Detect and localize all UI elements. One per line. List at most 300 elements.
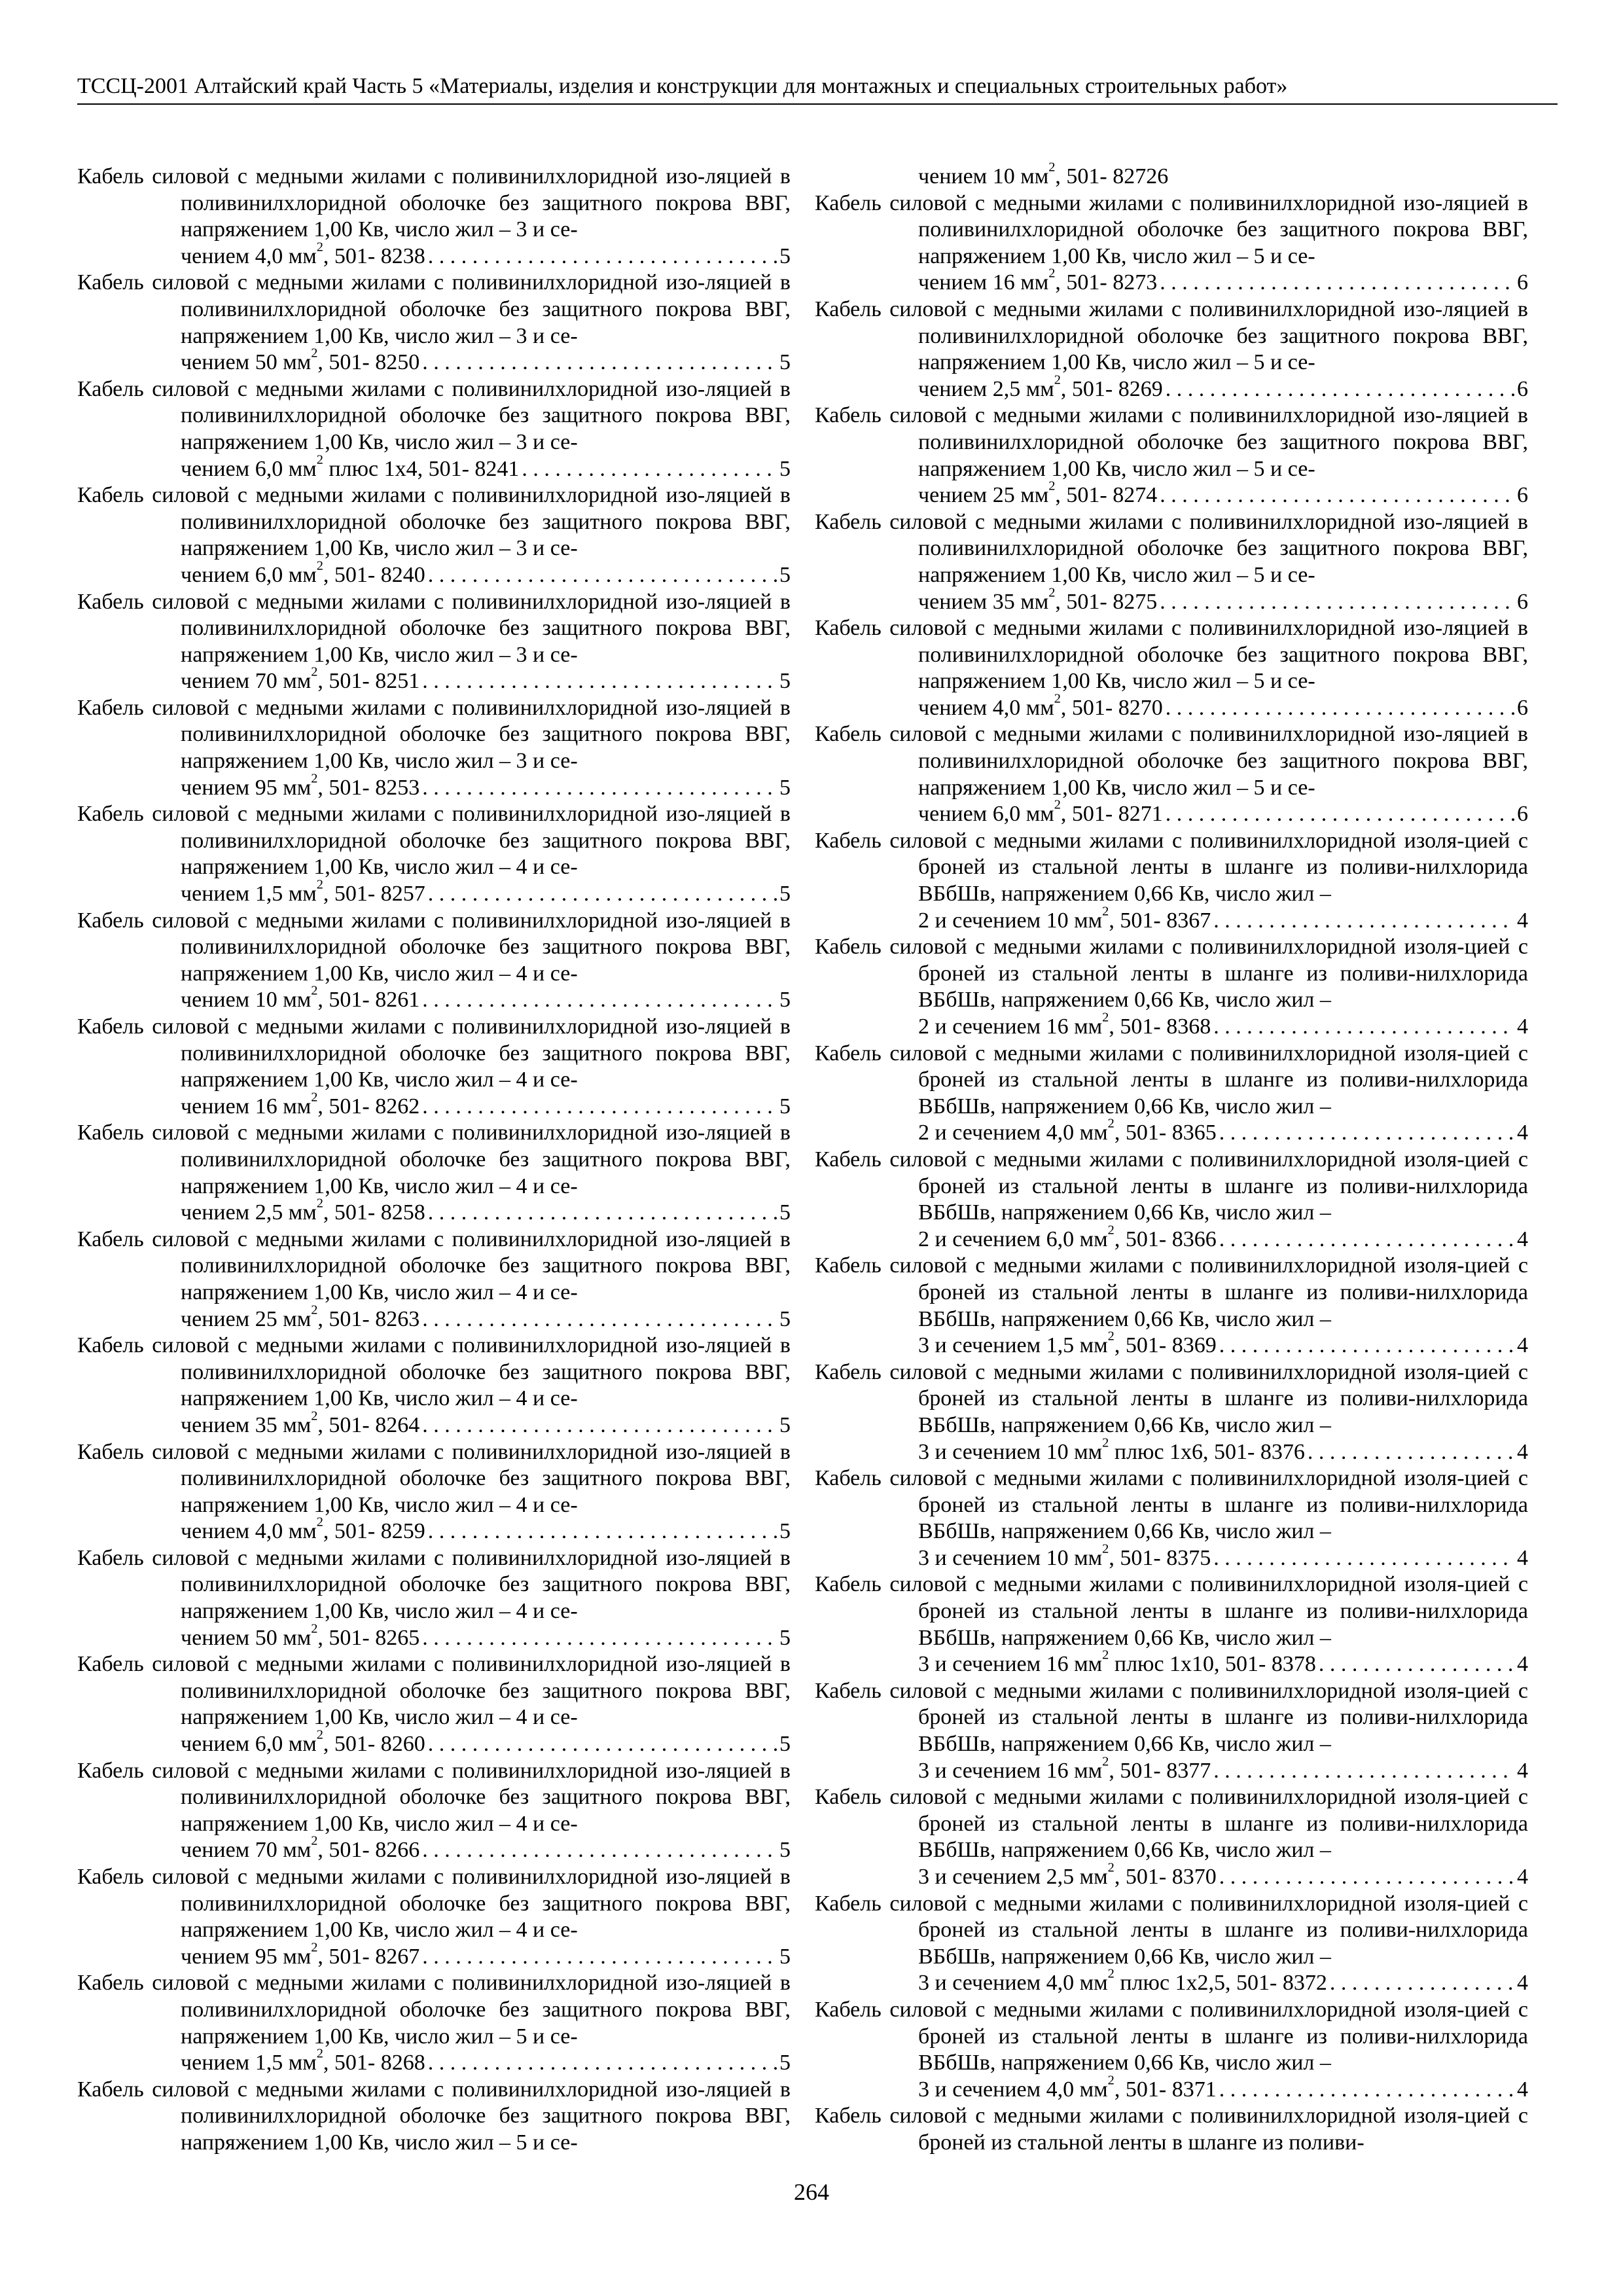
- index-entry-section: 3 и сечением 2,5 мм: [918, 1865, 1108, 1889]
- index-entry-spec: [918, 1223, 1217, 1253]
- index-entry-code: , 501- 8375: [1109, 1545, 1211, 1570]
- index-entry-last-line: [918, 1435, 1528, 1466]
- index-entry-last-line: [918, 1647, 1528, 1678]
- index-entry-unit-exponent: 2: [1107, 1329, 1115, 1344]
- index-entry-page[interactable]: 4: [1517, 1014, 1528, 1039]
- index-entry-description: Кабель силовой с медными жилами с поливинилхлоридной изоля-цией с броней из стальной ленты в шланге из поливи-нилхлорида ВБбШв, напряжением 0,66 Кв, число жил –: [815, 1147, 1528, 1225]
- index-entry-code: , 501- 8269: [1060, 376, 1163, 401]
- dot-leader: [1160, 270, 1514, 296]
- index-entry: [815, 509, 1528, 615]
- index-entry-last-line: [918, 478, 1528, 509]
- dot-leader: [422, 1094, 777, 1121]
- index-entry: [815, 721, 1528, 827]
- index-entry-page[interactable]: 5: [779, 988, 791, 1013]
- index-entry-description: Кабель силовой с медными жилами с поливинилхлоридной изоля-цией с броней из стальной ленты в шланге из поливи-нилхлорида ВБбШв, напряжением 0,66 Кв, число жил –: [815, 1359, 1528, 1437]
- dot-leader: [422, 668, 777, 695]
- index-entry: [815, 1041, 1528, 1147]
- index-entry-spec: [181, 1515, 425, 1545]
- dot-leader: [1160, 482, 1514, 509]
- index-entry-continuation: [815, 160, 1528, 190]
- index-entry: [815, 615, 1528, 721]
- index-entry-unit-exponent: 2: [316, 1727, 323, 1742]
- index-entry-section: чением 10 мм: [918, 164, 1049, 188]
- index-entry-page[interactable]: 6: [1517, 483, 1528, 508]
- index-entry-page[interactable]: 4: [1517, 1227, 1528, 1251]
- index-entry-page[interactable]: 4: [1517, 1333, 1528, 1358]
- index-entry-last-line: [918, 1967, 1528, 1997]
- index-entry-section: чением 95 мм: [181, 775, 312, 800]
- index-entry-section: 3 и сечением 16 мм: [918, 1652, 1103, 1677]
- index-entry-description: Кабель силовой с медными жилами с поливинилхлоридной изо-ляцией в поливинилхлоридной оболочке без защитного покрова ВВГ, напряжением 1,00 Кв, число жил – 3 и се-: [77, 270, 791, 348]
- index-column-right: [815, 160, 1528, 2157]
- index-entry-code: плюс 1х6, 501- 8376: [1109, 1439, 1305, 1464]
- index-entry-last-line: [918, 2073, 1528, 2104]
- index-entry-last-line: [181, 984, 791, 1014]
- index-entry-spec: [181, 771, 420, 802]
- dot-leader: [1166, 695, 1514, 722]
- index-entry-unit-exponent: 2: [1048, 160, 1056, 175]
- index-entry-unit-exponent: 2: [311, 771, 318, 786]
- index-entry-page[interactable]: 6: [1517, 802, 1528, 827]
- index-entry-last-line: [181, 1940, 791, 1971]
- index-entry-page[interactable]: 5: [779, 2051, 791, 2075]
- index-entry-code: , 501- 8368: [1109, 1014, 1211, 1039]
- index-entry-code: , 501- 8267: [317, 1944, 420, 1969]
- index-entry-spec: [918, 1435, 1305, 1466]
- index-entry-continued: Кабель силовой с медными жилами с поливинилхлоридной изоля-цией с броней из стальной ленты в шланге из поливи-: [815, 2104, 1528, 2155]
- index-entry-spec: [918, 372, 1163, 403]
- dot-leader: [1308, 1439, 1514, 1466]
- index-entry: [815, 1253, 1528, 1359]
- index-entry-description: Кабель силовой с медными жилами с поливинилхлоридной изоля-цией с броней из стальной ленты в шланге из поливи-нилхлорида ВБбШв, напряжением 0,66 Кв, число жил –: [815, 935, 1528, 1013]
- index-entry-description: Кабель силовой с медными жилами с поливинилхлоридной изоля-цией с броней из стальной ленты в шланге из поливи-нилхлорида ВБбШв, напряжением 0,66 Кв, число жил –: [815, 828, 1528, 906]
- index-entry-code: плюс 1х2,5, 501- 8372: [1114, 1971, 1327, 1996]
- index-entry-description: Кабель силовой с медными жилами с поливинилхлоридной изо-ляцией в поливинилхлоридной оболочке без защитного покрова ВВГ, напряжением 1,00 Кв, число жил – 3 и се-: [77, 376, 791, 454]
- index-entry-description: Кабель силовой с медными жилами с поливинилхлоридной изо-ляцией в поливинилхлоридной оболочке без защитного покрова ВВГ, напряжением 1,00 Кв, число жил – 4 и се-: [77, 1865, 791, 1943]
- index-entry: [815, 1891, 1528, 1997]
- index-entry-section: чением 16 мм: [918, 270, 1049, 295]
- index-entry-unit-exponent: 2: [311, 1621, 318, 1636]
- index-entry-last-line: [918, 1223, 1528, 1253]
- index-entry-section: чением 50 мм: [181, 1625, 312, 1650]
- index-entry-spec: [181, 2046, 425, 2077]
- index-entry: [77, 1758, 791, 1864]
- index-entry-page[interactable]: 4: [1517, 1971, 1528, 1996]
- index-entry-section: чением 70 мм: [181, 1838, 312, 1863]
- index-entry-description: Кабель силовой с медными жилами с поливинилхлоридной изо-ляцией в поливинилхлоридной оболочке без защитного покрова ВВГ, напряжением 1,00 Кв, число жил – 5 и се-: [77, 1971, 791, 2049]
- index-entry-last-line: [181, 452, 791, 483]
- dot-leader: [428, 1731, 777, 1758]
- index-entry-code: , 501- 8369: [1114, 1333, 1217, 1358]
- index-entry-section: чением 50 мм: [181, 350, 312, 375]
- index-entry-spec: [918, 1754, 1211, 1785]
- index-entry-page[interactable]: 5: [779, 1094, 791, 1119]
- index-entry-code: , 501- 8257: [323, 882, 425, 906]
- index-entry-code: , 501- 8275: [1055, 589, 1158, 614]
- index-entry-description: Кабель силовой с медными жилами с поливинилхлоридной изо-ляцией в поливинилхлоридной оболочке без защитного покрова ВВГ, напряжением 1,00 Кв, число жил – 4 и се-: [77, 802, 791, 880]
- index-entry-last-line: [181, 1196, 791, 1227]
- index-entry-spec: [181, 346, 420, 376]
- index-entry-page[interactable]: 5: [779, 669, 791, 694]
- index-entry-last-line: [918, 904, 1528, 935]
- index-entry-spec: [918, 1647, 1316, 1678]
- index-entry-last-line: [181, 1090, 791, 1121]
- index-entry-description: Кабель силовой с медными жилами с поливинилхлоридной изо-ляцией в поливинилхлоридной оболочке без защитного покрова ВВГ, напряжением 1,00 Кв, число жил – 3 и се-: [77, 695, 791, 774]
- index-entry-unit-exponent: 2: [316, 1196, 323, 1211]
- index-entry-last-line: [181, 346, 791, 376]
- index-entry-description: Кабель силовой с медными жилами с поливинилхлоридной изоля-цией с броней из стальной ленты в шланге из поливи-нилхлорида ВБбШв, напряжением 0,66 Кв, число жил –: [815, 1891, 1528, 1969]
- dot-leader: [1219, 1227, 1514, 1253]
- index-entry-spec: [918, 478, 1158, 509]
- index-entry-last-line: [918, 1329, 1528, 1359]
- index-entry-section: 2 и сечением 16 мм: [918, 1014, 1103, 1039]
- dot-leader: [422, 1412, 777, 1439]
- index-entry-section: 3 и сечением 10 мм: [918, 1545, 1103, 1570]
- index-entry-unit-exponent: 2: [311, 1302, 318, 1318]
- index-entry-unit-exponent: 2: [1102, 904, 1109, 919]
- index-entry: [815, 1465, 1528, 1571]
- index-entry-page[interactable]: 6: [1157, 164, 1169, 188]
- index-entry-unit-exponent: 2: [316, 877, 323, 892]
- index-entry-page[interactable]: 6: [1517, 270, 1528, 295]
- index-entry-continued: Кабель силовой с медными жилами с поливинилхлоридной изо-ляцией в поливинилхлоридной оболочке без защитного покрова ВВГ, напряжением 1,00 Кв, число жил – 5 и се-: [77, 2077, 791, 2155]
- index-entry: [815, 934, 1528, 1040]
- dot-leader: [1213, 1014, 1514, 1041]
- dot-leader: [1166, 801, 1514, 828]
- index-entry-code: , 501- 8266: [317, 1838, 420, 1863]
- index-entry-description: Кабель силовой с медными жилами с поливинилхлоридной изо-ляцией в поливинилхлоридной оболочке без защитного покрова ВВГ, напряжением 1,00 Кв, число жил – 4 и се-: [77, 1227, 791, 1304]
- index-entry: [815, 403, 1528, 509]
- index-entry-section: чением 70 мм: [181, 669, 312, 694]
- index-entry-code: , 501- 8271: [1060, 802, 1163, 827]
- index-entry: [815, 1997, 1528, 2103]
- index-entry-description: Кабель силовой с медными жилами с поливинилхлоридной изоля-цией с броней из стальной ленты в шланге из поливи-нилхлорида ВБбШв, напряжением 0,66 Кв, число жил –: [815, 1572, 1528, 1650]
- index-entry-description: Кабель силовой с медными жилами с поливинилхлоридной изо-ляцией в поливинилхлоридной оболочке без защитного покрова ВВГ, напряжением 1,00 Кв, число жил – 5 и се-: [815, 616, 1528, 694]
- index-entry: [77, 482, 791, 588]
- index-entry-spec: [181, 984, 420, 1014]
- index-entry-section: чением 1,5 мм: [181, 2051, 317, 2075]
- running-header: ТССЦ-2001 Алтайский край Часть 5 «Материалы, изделия и конструкции для монтажных и специальных строительных работ»: [77, 73, 1558, 105]
- index-entry-section: чением 2,5 мм: [181, 1200, 317, 1225]
- index-entry-page[interactable]: 5: [779, 1625, 791, 1650]
- index-entry-description: Кабель силовой с медными жилами с поливинилхлоридной изоля-цией с броней из стальной ленты в шланге из поливи-нилхлорида ВБбШв, напряжением 0,66 Кв, число жил –: [815, 1678, 1528, 1757]
- index-entry-page[interactable]: 5: [779, 456, 791, 481]
- index-entry-page[interactable]: 5: [779, 775, 791, 800]
- index-entry-unit-exponent: 2: [316, 240, 323, 255]
- index-entry-code: , 501- 8251: [317, 669, 420, 694]
- index-entry-description: Кабель силовой с медными жилами с поливинилхлоридной изо-ляцией в поливинилхлоридной оболочке без защитного покрова ВВГ, напряжением 1,00 Кв, число жил – 4 и се-: [77, 1014, 791, 1092]
- index-entry-description: Кабель силовой с медными жилами с поливинилхлоридной изо-ляцией в поливинилхлоридной оболочке без защитного покрова ВВГ, напряжением 1,00 Кв, число жил – 5 и се-: [815, 722, 1528, 800]
- index-entry-last-line: [181, 1621, 791, 1652]
- index-entry-description: Кабель силовой с медными жилами с поливинилхлоридной изоля-цией с броней из стальной ленты в шланге из поливи-нилхлорида ВБбШв, напряжением 0,66 Кв, число жил –: [815, 1785, 1528, 1863]
- index-entry-description: Кабель силовой с медными жилами с поливинилхлоридной изо-ляцией в поливинилхлоридной оболочке без защитного покрова ВВГ, напряжением 1,00 Кв, число жил – 4 и се-: [77, 1652, 791, 1730]
- index-entry-code: плюс 1х4, 501- 8241: [323, 456, 520, 481]
- index-entry-unit-exponent: 2: [1107, 2073, 1115, 2088]
- dot-leader: [1219, 1333, 1514, 1359]
- index-entry-description: Кабель силовой с медными жилами с поливинилхлоридной изо-ляцией в поливинилхлоридной оболочке без защитного покрова ВВГ, напряжением 1,00 Кв, число жил – 3 и се-: [77, 164, 791, 242]
- index-entry: [77, 1014, 791, 1120]
- dot-leader: [422, 775, 777, 802]
- dot-leader: [422, 1944, 777, 1971]
- index-entry-spec: [918, 266, 1158, 296]
- index-entry-description: Кабель силовой с медными жилами с поливинилхлоридной изо-ляцией в поливинилхлоридной оболочке без защитного покрова ВВГ, напряжением 1,00 Кв, число жил – 3 и се-: [77, 483, 791, 561]
- index-entry-spec: [181, 1621, 420, 1652]
- index-entry-page[interactable]: 5: [779, 1306, 791, 1331]
- index-entry-description: Кабель силовой с медными жилами с поливинилхлоридной изо-ляцией в поливинилхлоридной оболочке без защитного покрова ВВГ, напряжением 1,00 Кв, число жил – 4 и се-: [77, 1545, 791, 1624]
- index-entry-unit-exponent: 2: [1102, 1541, 1109, 1556]
- index-entry-spec: [181, 1940, 420, 1971]
- index-entry-code: , 501- 8258: [323, 1200, 425, 1225]
- index-entry-section: чением 4,0 мм: [181, 243, 317, 268]
- index-entry-description: Кабель силовой с медными жилами с поливинилхлоридной изо-ляцией в поливинилхлоридной оболочке без защитного покрова ВВГ, напряжением 1,00 Кв, число жил – 4 и се-: [77, 1439, 791, 1517]
- index-entry-description: Кабель силовой с медными жилами с поливинилхлоридной изоля-цией с броней из стальной ленты в шланге из поливи-нилхлорида ВБбШв, напряжением 0,66 Кв, число жил –: [815, 1041, 1528, 1119]
- index-entry-spec: [918, 1010, 1211, 1041]
- dot-leader: [428, 2050, 777, 2077]
- index-entry-section: чением 95 мм: [181, 1944, 312, 1969]
- index-entry-unit-exponent: 2: [1048, 478, 1056, 493]
- index-entry-page[interactable]: 5: [779, 1412, 791, 1437]
- index-entry-page[interactable]: 6: [1517, 695, 1528, 720]
- index-entry-section: чением 4,0 мм: [918, 695, 1054, 720]
- index-entry-section: чением 25 мм: [918, 483, 1049, 508]
- index-entry-unit-exponent: 2: [311, 1090, 318, 1105]
- index-entry-page[interactable]: 4: [1517, 2077, 1528, 2102]
- index-entry-page[interactable]: 4: [1517, 908, 1528, 933]
- index-entry-spec: [918, 1541, 1211, 1572]
- index-entry-last-line: [918, 160, 1528, 190]
- index-entry-last-line: [181, 1834, 791, 1864]
- index-entry-last-line: [181, 240, 791, 270]
- index-entry-description: Кабель силовой с медными жилами с поливинилхлоридной изо-ляцией в поливинилхлоридной оболочке без защитного покрова ВВГ, напряжением 1,00 Кв, число жил – 5 и се-: [815, 296, 1528, 375]
- index-entry-description: Кабель силовой с медными жилами с поливинилхлоридной изоля-цией с броней из стальной ленты в шланге из поливи-нилхлорида ВБбШв, напряжением 0,66 Кв, число жил –: [815, 1997, 1528, 2075]
- dot-leader: [422, 350, 777, 376]
- index-entry-spec: [918, 2073, 1217, 2104]
- index-entry-code: , 501- 8268: [323, 2051, 425, 2075]
- index-entry-unit-exponent: 2: [316, 558, 323, 573]
- index-entry-code: , 501- 8261: [317, 988, 420, 1013]
- index-entry-spec: [181, 877, 425, 908]
- index-entry-unit-exponent: 2: [1054, 372, 1061, 387]
- index-entry-last-line: [181, 1302, 791, 1333]
- dot-leader: [1319, 1651, 1514, 1678]
- index-entry-section: 3 и сечением 4,0 мм: [918, 2077, 1108, 2102]
- index-entry-code: , 501- 8259: [323, 1519, 425, 1544]
- dot-leader: [1160, 589, 1514, 616]
- index-entry-unit-exponent: 2: [316, 1515, 323, 1530]
- index-entry-section: 3 и сечением 10 мм: [918, 1439, 1103, 1464]
- index-entry-last-line: [918, 585, 1528, 616]
- index-entry: [77, 1439, 791, 1545]
- index-entry-section: 2 и сечением 4,0 мм: [918, 1121, 1108, 1145]
- index-entry-page[interactable]: 4: [1517, 1652, 1528, 1677]
- index-entry-unit-exponent: 2: [1102, 1647, 1109, 1662]
- index-entry-last-line: [181, 877, 791, 908]
- index-entry-unit-exponent: 2: [316, 452, 323, 467]
- index-entry-page[interactable]: 6: [1517, 589, 1528, 614]
- index-entry-description: Кабель силовой с медными жилами с поливинилхлоридной изо-ляцией в поливинилхлоридной оболочке без защитного покрова ВВГ, напряжением 1,00 Кв, число жил – 5 и се-: [815, 403, 1528, 481]
- index-entry-code: , 501- 8263: [317, 1306, 420, 1331]
- index-entry-description: Кабель силовой с медными жилами с поливинилхлоридной изо-ляцией в поливинилхлоридной оболочке без защитного покрова ВВГ, напряжением 1,00 Кв, число жил – 4 и се-: [77, 1333, 791, 1411]
- index-entry-code: , 501- 8270: [1060, 695, 1163, 720]
- index-entry: [77, 1864, 791, 1970]
- index-entry: [77, 1227, 791, 1333]
- index-entry-spec: [918, 691, 1163, 722]
- index-entry-code: , 501- 8370: [1114, 1865, 1217, 1889]
- index-entry-last-line: [918, 691, 1528, 722]
- index-entry-unit-exponent: 2: [316, 2046, 323, 2061]
- dot-leader: [1219, 1120, 1514, 1147]
- index-entry-unit-exponent: 2: [311, 984, 318, 999]
- index-entry-spec: [918, 904, 1211, 935]
- dot-leader: [422, 987, 777, 1014]
- index-entry-unit-exponent: 2: [1102, 1754, 1109, 1769]
- dot-leader: [422, 1837, 777, 1864]
- index-entry-unit-exponent: 2: [1107, 1117, 1115, 1132]
- index-entry-last-line: [918, 1117, 1528, 1147]
- dot-leader: [1213, 1758, 1514, 1785]
- index-entry: [815, 1784, 1528, 1890]
- dot-leader: [422, 1625, 777, 1652]
- index-entry-description: Кабель силовой с медными жилами с поливинилхлоридной изоля-цией с броней из стальной ленты в шланге из поливи-нилхлорида ВБбШв, напряжением 0,66 Кв, число жил –: [815, 1253, 1528, 1331]
- index-entry-section: 3 и сечением 1,5 мм: [918, 1333, 1108, 1358]
- index-entry-page[interactable]: 5: [779, 1944, 791, 1969]
- index-entry-last-line: [918, 372, 1528, 403]
- index-entry-spec: [181, 1090, 420, 1121]
- index-entry-code: , 501- 8253: [317, 775, 420, 800]
- index-entry-spec: [918, 1117, 1217, 1147]
- index-entry-code: , 501- 8367: [1109, 908, 1211, 933]
- index-entry-code: , 501- 8260: [323, 1732, 425, 1757]
- index-entry-page[interactable]: 5: [779, 1200, 791, 1225]
- index-entry-page[interactable]: 5: [779, 562, 791, 587]
- index-entry: [77, 589, 791, 695]
- index-entry-section: чением 1,5 мм: [181, 882, 317, 906]
- index-entry-code: , 501- 8250: [317, 350, 420, 375]
- index-entry-section: 2 и сечением 6,0 мм: [918, 1227, 1108, 1251]
- index-entry-code: , 501- 8272: [1055, 164, 1158, 188]
- dot-leader: [522, 456, 777, 483]
- index-entry-last-line: [918, 1541, 1528, 1572]
- index-entry-description: Кабель силовой с медными жилами с поливинилхлоридной изо-ляцией в поливинилхлоридной оболочке без защитного покрова ВВГ, напряжением 1,00 Кв, число жил – 3 и се-: [77, 589, 791, 667]
- index-entry-description: Кабель силовой с медными жилами с поливинилхлоридной изо-ляцией в поливинилхлоридной оболочке без защитного покрова ВВГ, напряжением 1,00 Кв, число жил – 4 и се-: [77, 1758, 791, 1836]
- index-entry-code: , 501- 8238: [323, 243, 425, 268]
- index-entry-page[interactable]: 4: [1517, 1758, 1528, 1783]
- index-entry-section: чением 6,0 мм: [181, 456, 317, 481]
- index-entry-last-line: [181, 1515, 791, 1545]
- index-entry-description: Кабель силовой с медными жилами с поливинилхлоридной изо-ляцией в поливинилхлоридной оболочке без защитного покрова ВВГ, напряжением 1,00 Кв, число жил – 4 и се-: [77, 908, 791, 986]
- index-entry-spec: [181, 1727, 425, 1758]
- index-entry-page[interactable]: 4: [1517, 1121, 1528, 1145]
- index-entry-last-line: [181, 771, 791, 802]
- index-entry-last-line: [918, 266, 1528, 296]
- index-entry-spec: [918, 1967, 1327, 1997]
- index-entry-code: , 501- 8262: [317, 1094, 420, 1119]
- index-entry-unit-exponent: 2: [311, 664, 318, 679]
- index-entry: [77, 164, 791, 270]
- index-entry: [77, 1970, 791, 2076]
- index-entry-code: , 501- 8264: [317, 1412, 420, 1437]
- index-entry-section: чением 4,0 мм: [181, 1519, 317, 1544]
- dot-leader: [1219, 1864, 1514, 1891]
- index-entry: [77, 908, 791, 1014]
- index-entry: [77, 270, 791, 376]
- index-entry-spec: [918, 797, 1163, 828]
- index-entry-last-line: [918, 1010, 1528, 1041]
- index-entry-page[interactable]: 4: [1517, 1439, 1528, 1464]
- index-entry-unit-exponent: 2: [1048, 585, 1056, 600]
- index-entry-code: , 501- 8371: [1114, 2077, 1217, 2102]
- index-entry-unit-exponent: 2: [1048, 266, 1056, 281]
- index-entry-spec: [181, 1408, 420, 1439]
- index-entry-section: 2 и сечением 10 мм: [918, 908, 1103, 933]
- index-entry-unit-exponent: 2: [311, 346, 318, 361]
- index-entry-code: , 501- 8273: [1055, 270, 1158, 295]
- index-entry-page[interactable]: 5: [779, 350, 791, 375]
- index-entry-spec: [918, 1329, 1217, 1359]
- index-entry-spec: [181, 1196, 425, 1227]
- index-entry-code: , 501- 8274: [1055, 483, 1158, 508]
- index-entry-page[interactable]: 6: [1517, 376, 1528, 401]
- index-entry-page[interactable]: 4: [1517, 1865, 1528, 1889]
- index-entry-code: , 501- 8365: [1114, 1121, 1217, 1145]
- index-entry-section: чением 25 мм: [181, 1306, 312, 1331]
- index-column-left: [77, 164, 791, 2157]
- index-entry-page[interactable]: 5: [779, 1519, 791, 1544]
- index-entry-code: плюс 1х10, 501- 8378: [1109, 1652, 1316, 1677]
- index-entry-last-line: [918, 797, 1528, 828]
- index-entry-section: 3 и сечением 4,0 мм: [918, 1971, 1108, 1996]
- index-entry-page[interactable]: 5: [779, 243, 791, 268]
- index-entry-unit-exponent: 2: [1102, 1010, 1109, 1025]
- index-entry-last-line: [918, 1754, 1528, 1785]
- index-entry-page[interactable]: 5: [779, 882, 791, 906]
- index-entry-section: чением 2,5 мм: [918, 376, 1054, 401]
- index-entry-code: , 501- 8377: [1109, 1758, 1211, 1783]
- index-entry-page[interactable]: 5: [779, 1732, 791, 1757]
- index-entry-section: чением 6,0 мм: [181, 1732, 317, 1757]
- index-entry: [77, 801, 791, 907]
- index-entry-unit-exponent: 2: [1107, 1223, 1115, 1238]
- index-entry-last-line: [918, 1860, 1528, 1891]
- index-entry-section: чением 10 мм: [181, 988, 312, 1013]
- index-entry: [815, 1571, 1528, 1677]
- index-entry: [815, 296, 1528, 403]
- index-entry: [815, 190, 1528, 296]
- index-entry-last-line: [181, 2046, 791, 2077]
- index-entry-spec: [918, 585, 1158, 616]
- index-entry-section: чением 35 мм: [181, 1412, 312, 1437]
- dot-leader: [428, 1200, 777, 1227]
- index-entry-spec: [181, 452, 520, 483]
- index-entry-spec: [181, 1302, 420, 1333]
- index-entry: [77, 1651, 791, 1757]
- dot-leader: [428, 562, 777, 589]
- index-entry: [815, 1147, 1528, 1253]
- index-entry: [77, 376, 791, 482]
- dot-leader: [422, 1306, 777, 1333]
- index-entry: [815, 828, 1528, 934]
- index-entry-page[interactable]: 4: [1517, 1545, 1528, 1570]
- dot-leader: [1166, 376, 1514, 403]
- index-entry-section: чением 6,0 мм: [181, 562, 317, 587]
- index-entry: [815, 1359, 1528, 1465]
- index-entry-last-line: [181, 1727, 791, 1758]
- dot-leader: [428, 243, 777, 270]
- index-entry-unit-exponent: 2: [311, 1940, 318, 1955]
- index-entry: [77, 1333, 791, 1439]
- index-entry-description: Кабель силовой с медными жилами с поливинилхлоридной изоля-цией с броней из стальной ленты в шланге из поливи-нилхлорида ВБбШв, напряжением 0,66 Кв, число жил –: [815, 1466, 1528, 1544]
- index-entry-page[interactable]: 5: [779, 1838, 791, 1863]
